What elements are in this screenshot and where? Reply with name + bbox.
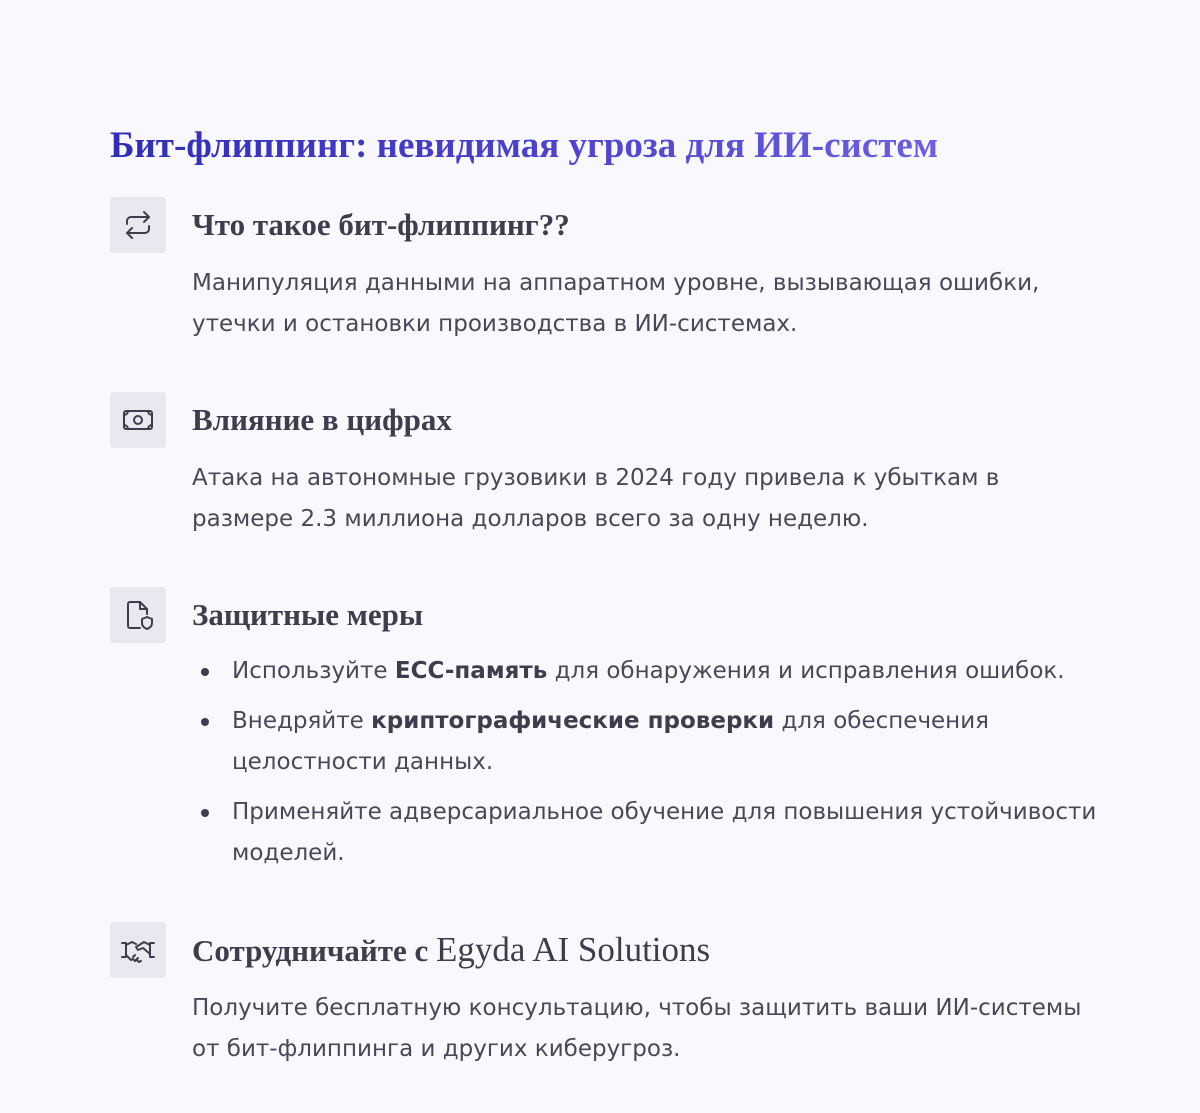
bullet-text: Применяйте адверсариальное обучение для повышения устойчивости моделей. xyxy=(232,799,1097,866)
section-heading: Влияние в цифрах xyxy=(192,402,452,437)
heading-prefix: Сотрудничайте с xyxy=(192,933,436,968)
bullet-text: Внедряйте xyxy=(232,708,372,734)
section-text: Атака на автономные грузовики в 2024 году привела к убыткам в размере 2.3 миллиона долларов всего за одну неделю. xyxy=(192,465,1000,532)
bullet-text: Используйте xyxy=(232,658,395,684)
section-text: Манипуляция данными на аппаратном уровне, вызывающая ошибки, утечки и остановки производства в ИИ-системах. xyxy=(192,270,1040,337)
section-what-is-bit-flipping xyxy=(110,197,1110,347)
banknote-icon xyxy=(110,392,166,448)
bullet-emphasis: ECC-память xyxy=(394,658,548,684)
section-collaborate xyxy=(110,922,1110,1072)
bullet-text: для обнаружения и исправления ошибок. xyxy=(547,658,1065,684)
section-impact-in-numbers xyxy=(110,392,1110,542)
section-heading xyxy=(192,930,710,971)
section-text: Получите бесплатную консультацию, чтобы защитить ваши ИИ-системы от бит-флиппинга и других киберугроз. xyxy=(192,995,1082,1062)
file-shield-icon xyxy=(110,587,166,643)
handshake-icon xyxy=(110,922,166,978)
page-title: Бит-флиппинг: невидимая угроза для ИИ-систем xyxy=(110,125,939,166)
brand-name: Egyda AI Solutions xyxy=(435,930,711,969)
list-item xyxy=(192,651,1112,692)
list-item xyxy=(192,792,1112,874)
measures-list xyxy=(192,651,1112,883)
repeat-arrows-icon xyxy=(110,197,166,253)
section-protective-measures xyxy=(110,587,1110,877)
bullet-text: для обеспечения целостности данных. xyxy=(232,708,990,775)
bullet-emphasis: криптографические проверки xyxy=(371,708,775,734)
list-item xyxy=(192,701,1112,783)
section-heading: Что такое бит-флиппинг?? xyxy=(192,207,570,242)
section-heading: Защитные меры xyxy=(192,597,424,632)
